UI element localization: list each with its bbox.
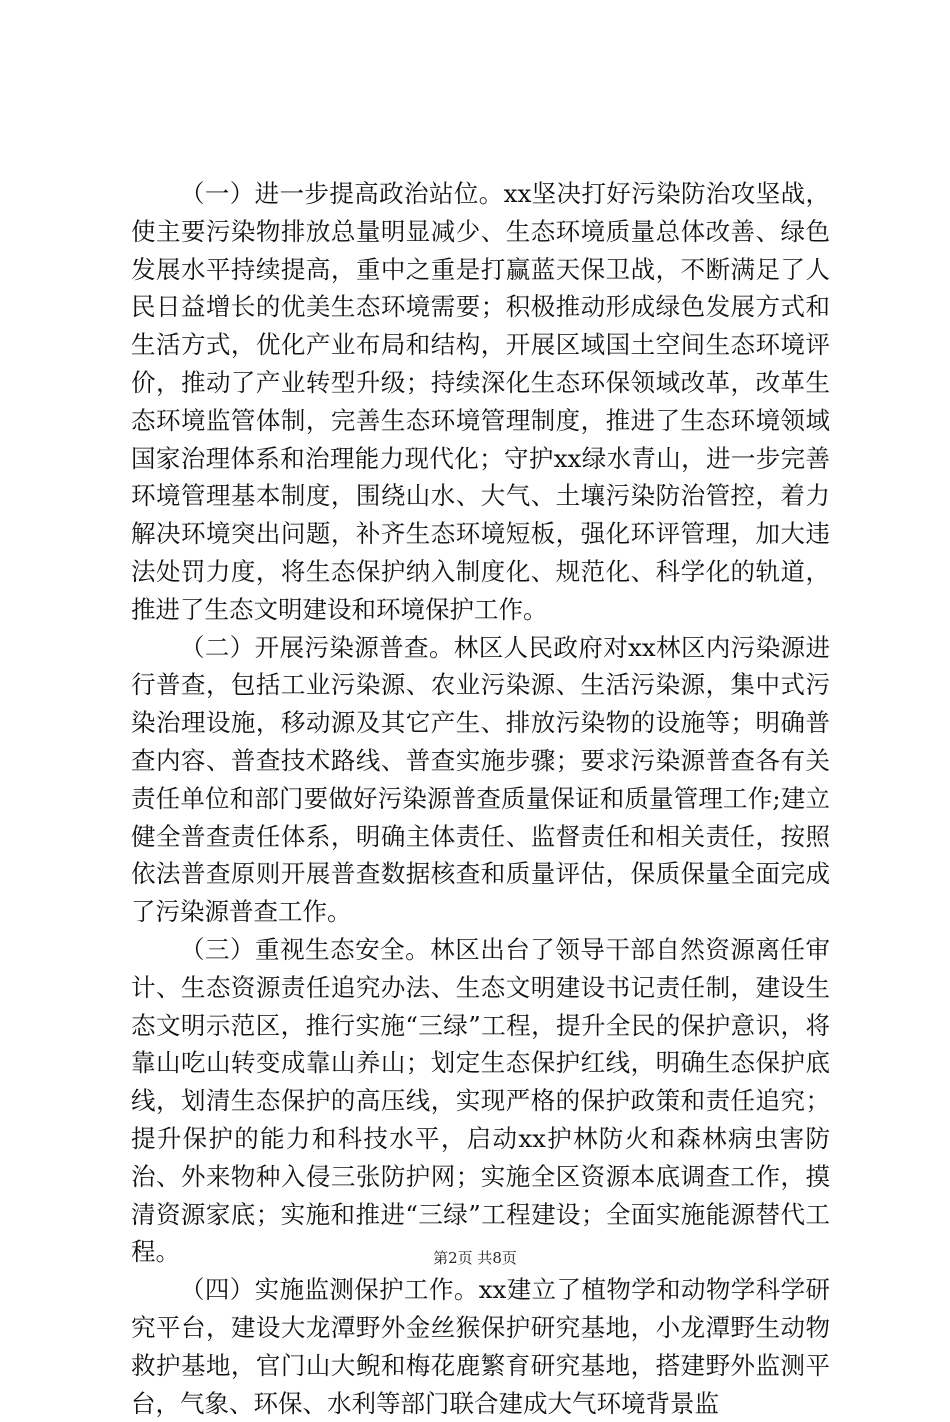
- paragraph-3: （三）重视生态安全。林区出台了领导干部自然资源离任审计、生态资源责任追究办法、生态文明建设书记责任制，建设生态文明示范区，推行实施“三绿”工程，提升全民的保护意识，将靠山吃山转变成靠山养山；划定生态保护红线，明确生态保护底线，划清生态保护的高压线，实现严格的保护政策和责任追究；提升保护的能力和科技水平，启动xx护林防火和森林病虫害防治、外来物种入侵三张防护网；实施全区资源本底调查工作，摸清资源家底；实施和推进“三绿”工程建设；全面实施能源替代工程。: [131, 934, 830, 1267]
- document-body: [131, 175, 830, 1422]
- paragraph-1: （一）进一步提高政治站位。xx坚决打好污染防治攻坚战，使主要污染物排放总量明显减少、生态环境质量总体改善、绿色发展水平持续提高，重中之重是打赢蓝天保卫战，不断满足了人民日益增长的优美生态环境需要；积极推动形成绿色发展方式和生活方式，优化产业布局和结构，开展区域国土空间生态环境评价，推动了产业转型升级；持续深化生态环保领域改革，改革生态环境监管体制，完善生态环境管理制度，推进了生态环境领域国家治理体系和治理能力现代化；守护xx绿水青山，进一步完善环境管理基本制度，围绕山水、大气、土壤污染防治管控，着力解决环境突出问题，补齐生态环境短板，强化环评管理，加大违法处罚力度，将生态保护纳入制度化、规范化、科学化的轨道，推进了生态文明建设和环境保护工作。: [131, 179, 830, 624]
- page-footer: 第2页 共8页: [433, 1249, 517, 1267]
- paragraph-2: （二）开展污染源普查。林区人民政府对xx林区内污染源进行普查，包括工业污染源、农业污染源、生活污染源，集中式污染治理设施，移动源及其它产生、排放污染物的设施等；明确普查内容、普查技术路线、普查实施步骤；要求污染源普查各有关责任单位和部门要做好污染源普查质量保证和质量管理工作;建立健全普查责任体系，明确主体责任、监督责任和相关责任，按照依法普查原则开展普查数据核查和质量评估，保质保量全面完成了污染源普查工作。: [131, 632, 830, 927]
- paragraph-4: （四）实施监测保护工作。xx建立了植物学和动物学科学研究平台，建设大龙潭野外金丝猴保护研究基地，小龙潭野生动物救护基地，官门山大鲵和梅花鹿繁育研究基地，搭建野外监测平台，气象、环保、水利等部门联合建成大气环境背景监: [131, 1275, 830, 1418]
